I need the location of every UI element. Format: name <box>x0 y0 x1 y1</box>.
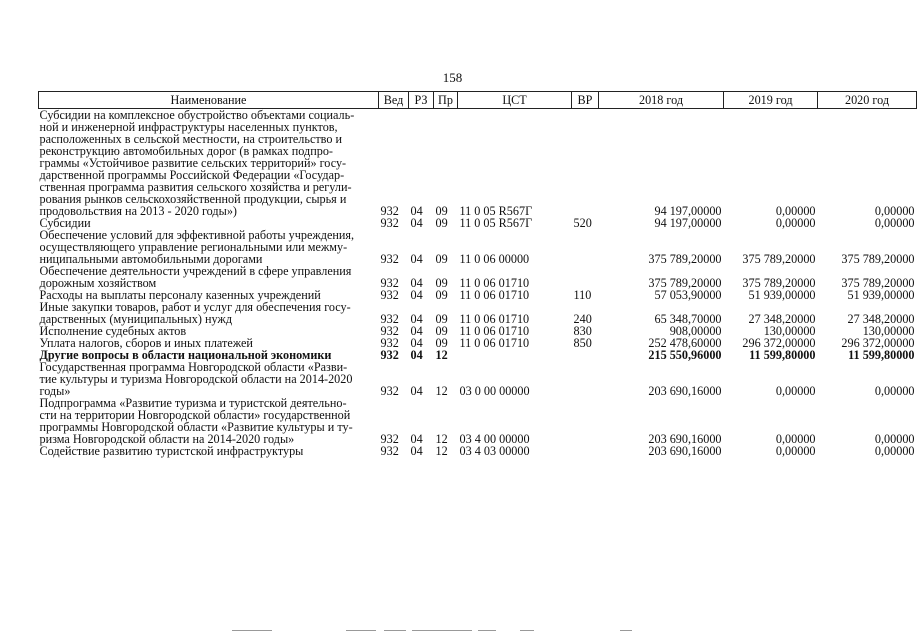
cell-2018: 375 789,20000 <box>648 252 722 266</box>
cell-vr: 850 <box>573 336 592 350</box>
cell-name <box>39 109 379 218</box>
cell-2018: 94 197,00000 <box>654 216 722 230</box>
cell-2018: 908,00000 <box>669 324 722 338</box>
cell-2019: 375 789,20000 <box>742 276 816 290</box>
header-cst: ЦСТ <box>458 92 572 109</box>
cell-2020: 296 372,00000 <box>841 336 915 350</box>
cell-cst: 11 0 06 01710 <box>459 276 530 290</box>
cell-2019: 51 939,00000 <box>748 288 816 302</box>
cell-vr <box>572 361 599 397</box>
table-row <box>39 301 917 325</box>
cell-2019: 0,00000 <box>775 204 816 218</box>
name-line: расположенных в сельской местности, на строительство и <box>39 132 343 146</box>
cell-vr <box>572 229 599 265</box>
cell-pr: 12 <box>435 384 448 398</box>
name-line: Уплата налогов, сборов и иных платежей <box>39 336 253 350</box>
cell-2018: 215 550,96000 <box>648 348 722 362</box>
cell-2020: 0,00000 <box>874 216 915 230</box>
cell-name <box>39 445 379 457</box>
cell-2018: 94 197,00000 <box>654 204 722 218</box>
cell-name <box>39 397 379 445</box>
cell-2019: 11 599,80000 <box>749 348 816 362</box>
cell-2020: 375 789,20000 <box>841 252 915 266</box>
cell-2020: 0,00000 <box>874 444 915 458</box>
name-line: Расходы на выплаты персоналу казенных учреждений <box>39 288 321 302</box>
cell-2019: 296 372,00000 <box>742 336 816 350</box>
cell-pr: 09 <box>435 288 448 302</box>
cell-ved: 932 <box>380 252 399 266</box>
name-line: дарственной программы Российской Федерации «Государ- <box>39 168 345 182</box>
name-line: Обеспечение деятельности учреждений в сфере управления <box>39 264 352 278</box>
name-line: граммы «Устойчивое развитие сельских территорий» госу- <box>39 156 347 170</box>
cell-2019: 0,00000 <box>775 216 816 230</box>
header-name: Наименование <box>39 92 379 109</box>
cell-cst: 11 0 06 00000 <box>459 252 530 266</box>
cell-pr: 12 <box>435 432 448 446</box>
name-line: дорожным хозяйством <box>39 276 157 290</box>
cell-2020: 0,00000 <box>874 384 915 398</box>
cell-pr: 12 <box>435 444 448 458</box>
cell-pr: 09 <box>435 276 448 290</box>
name-line: Исполнение судебных актов <box>39 324 187 338</box>
name-line: рования рынков сельскохозяйственной продукции, сырья и <box>39 192 347 206</box>
table-row <box>39 229 917 265</box>
header-pr: Пр <box>434 92 458 109</box>
name-line: продовольствия на 2013 - 2020 годы») <box>39 204 237 218</box>
cell-vr <box>572 349 599 361</box>
cell-rz: 04 <box>410 288 423 302</box>
cell-ved: 932 <box>380 312 399 326</box>
name-line: тие культуры и туризма Новгородской области на 2014-2020 <box>39 372 353 386</box>
cell-ved: 932 <box>380 324 399 338</box>
cell-ved: 932 <box>380 276 399 290</box>
cell-2020: 375 789,20000 <box>841 276 915 290</box>
cell-ved: 932 <box>380 432 399 446</box>
name-line: реконструкцию автомобильных дорог (в рамках подпро- <box>39 144 333 158</box>
cell-cst: 11 0 06 01710 <box>459 288 530 302</box>
table-row <box>39 265 917 289</box>
cell-vr: 110 <box>573 288 592 302</box>
table-row <box>39 445 917 457</box>
name-line: Субсидии <box>39 216 91 230</box>
cell-2018: 203 690,16000 <box>648 444 722 458</box>
cell-ved: 932 <box>380 204 399 218</box>
scan-artifacts <box>0 628 905 634</box>
page-number: 158 <box>442 70 463 85</box>
header-ved: Вед <box>379 92 409 109</box>
cell-rz: 04 <box>410 276 423 290</box>
cell-pr: 09 <box>435 204 448 218</box>
cell-pr: 09 <box>435 336 448 350</box>
cell-name <box>39 265 379 289</box>
cell-rz: 04 <box>410 324 423 338</box>
name-line: Содействие развитию туристской инфраструктуры <box>39 444 304 458</box>
cell-cst: 11 0 05 R567Г <box>459 204 533 218</box>
cell-rz: 04 <box>410 384 423 398</box>
cell-rz: 04 <box>410 252 423 266</box>
cell-cst: 03 0 00 00000 <box>459 384 530 398</box>
cell-rz: 04 <box>410 432 423 446</box>
cell-vr: 830 <box>573 324 592 338</box>
cell-2019: 375 789,20000 <box>742 252 816 266</box>
cell-2019: 0,00000 <box>775 384 816 398</box>
cell-rz: 04 <box>410 348 423 362</box>
cell-rz: 04 <box>410 336 423 350</box>
table-body <box>39 109 917 458</box>
cell-vr <box>572 397 599 445</box>
table-row <box>39 109 917 218</box>
cell-2018: 57 053,90000 <box>654 288 722 302</box>
cell-pr: 09 <box>435 216 448 230</box>
cell-2019: 130,00000 <box>763 324 816 338</box>
cell-ved: 932 <box>380 348 399 362</box>
cell-2020: 0,00000 <box>874 204 915 218</box>
name-line: сти на территории Новгородской области» государственной <box>39 408 351 422</box>
cell-vr: 240 <box>573 312 592 326</box>
cell-name <box>39 361 379 397</box>
name-line: Субсидии на комплексное обустройство объектами социаль- <box>39 108 355 122</box>
cell-pr: 09 <box>435 324 448 338</box>
cell-cst: 11 0 06 01710 <box>459 312 530 326</box>
cell-vr <box>572 109 599 218</box>
name-line: осуществляющего управление региональными или межму- <box>39 240 348 254</box>
cell-ved: 932 <box>380 384 399 398</box>
cell-2020: 27 348,20000 <box>847 312 915 326</box>
cell-pr: 09 <box>435 312 448 326</box>
cell-name <box>39 229 379 265</box>
cell-2018: 252 478,60000 <box>648 336 722 350</box>
cell-rz: 04 <box>410 216 423 230</box>
cell-ved: 932 <box>380 336 399 350</box>
cell-ved: 932 <box>380 444 399 458</box>
budget-table <box>38 91 917 457</box>
cell-vr: 520 <box>573 216 592 230</box>
cell-cst: 03 4 03 00000 <box>459 444 530 458</box>
name-line: годы» <box>39 384 71 398</box>
cell-cst: 11 0 05 R567Г <box>459 216 533 230</box>
cell-2020: 51 939,00000 <box>847 288 915 302</box>
header-rz: РЗ <box>409 92 434 109</box>
name-line: программы Новгородской области «Развитие культуры и ту- <box>39 420 353 434</box>
cell-vr <box>572 445 599 457</box>
name-line: Обеспечение условий для эффективной работы учреждения, <box>39 228 355 242</box>
cell-rz: 04 <box>410 312 423 326</box>
header-2020: 2020 год <box>818 92 917 109</box>
cell-name <box>39 301 379 325</box>
cell-2018: 203 690,16000 <box>648 384 722 398</box>
table-row <box>39 361 917 397</box>
name-line: дарственных (муниципальных) нужд <box>39 312 233 326</box>
cell-2019: 27 348,20000 <box>748 312 816 326</box>
cell-rz: 04 <box>410 204 423 218</box>
cell-2020: 11 599,80000 <box>848 348 915 362</box>
cell-cst: 03 4 00 00000 <box>459 432 530 446</box>
cell-2018: 65 348,70000 <box>654 312 722 326</box>
cell-2020: 130,00000 <box>862 324 915 338</box>
cell-2018: 375 789,20000 <box>648 276 722 290</box>
cell-cst <box>458 349 572 361</box>
name-line: Государственная программа Новгородской области «Разви- <box>39 360 348 374</box>
name-line: ственная программа развития сельского хозяйства и регули- <box>39 180 352 194</box>
cell-2019: 0,00000 <box>775 444 816 458</box>
cell-ved: 932 <box>380 288 399 302</box>
header-2019: 2019 год <box>724 92 818 109</box>
name-line: Иные закупки товаров, работ и услуг для обеспечения госу- <box>39 300 351 314</box>
cell-cst: 11 0 06 01710 <box>459 336 530 350</box>
cell-ved: 932 <box>380 216 399 230</box>
cell-pr: 09 <box>435 252 448 266</box>
name-line: Другие вопросы в области национальной экономики <box>39 348 332 362</box>
header-vr: ВР <box>572 92 599 109</box>
header-row <box>39 92 917 109</box>
table-row <box>39 397 917 445</box>
cell-pr: 12 <box>435 348 448 362</box>
name-line: Подпрограмма «Развитие туризма и туристской деятельно- <box>39 396 347 410</box>
name-line: ной и инженерной инфраструктуры населенных пунктов, <box>39 120 338 134</box>
header-2018: 2018 год <box>599 92 724 109</box>
cell-rz: 04 <box>410 444 423 458</box>
cell-cst: 11 0 06 01710 <box>459 324 530 338</box>
cell-2019: 0,00000 <box>775 432 816 446</box>
cell-2020: 0,00000 <box>874 432 915 446</box>
cell-2018: 203 690,16000 <box>648 432 722 446</box>
name-line: ниципальными автомобильными дорогами <box>39 252 263 266</box>
cell-vr <box>572 265 599 289</box>
name-line: ризма Новгородской области на 2014-2020 годы» <box>39 432 295 446</box>
